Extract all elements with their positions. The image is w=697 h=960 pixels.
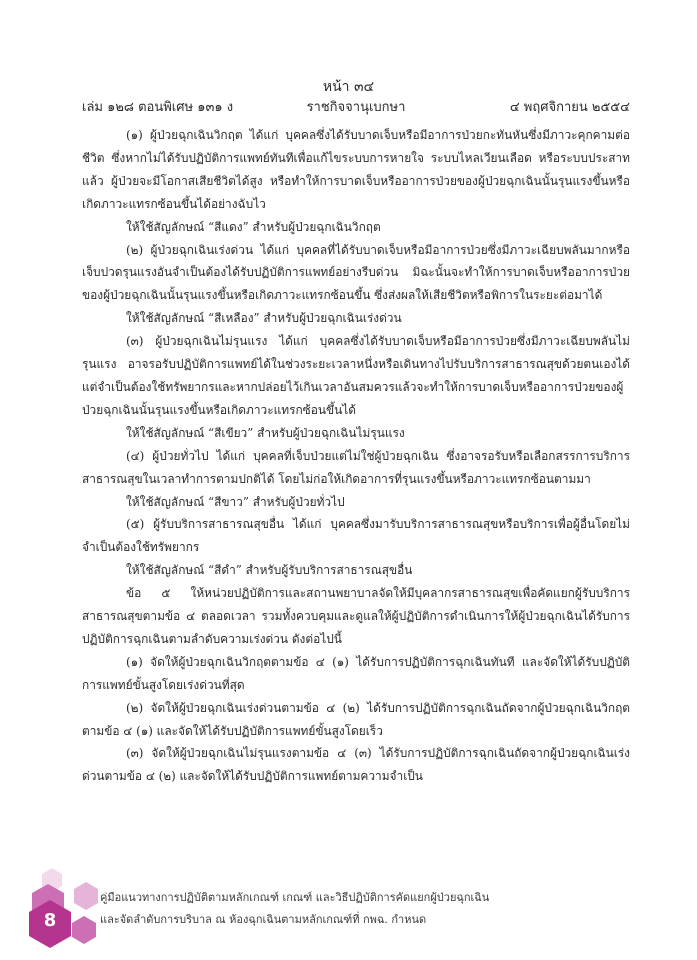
symbol-yellow: ให้ใช้สัญลักษณ์ “สีเหลือง” สำหรับผู้ป่วยฉุกเฉินเร่งด่วน [126, 311, 402, 326]
paragraph-priority-3: (๓) จัดให้ผู้ป่วยฉุกเฉินไม่รุนแรงตามข้อ ๔ (๓) ได้รับการปฏิบัติการฉุกเฉินถัดจากผู้ป่วยฉุกเฉินเร่งด่วนตามข้อ ๔ (๒) และจัดให้ได้รับปฏิบัติการแพทย์ตามความจำเป็น [82, 746, 630, 784]
page-badge: 8 [43, 910, 57, 931]
symbol-black: ให้ใช้สัญลักษณ์ “สีดำ” สำหรับผู้รับบริการสาธารณสุขอื่น [126, 563, 413, 578]
symbol-red: ให้ใช้สัญลักษณ์ “สีแดง” สำหรับผู้ป่วยฉุกเฉินวิกฤต [126, 219, 381, 234]
paragraph-priority-1: (๑) จัดให้ผู้ป่วยฉุกเฉินวิกฤตตามข้อ ๔ (๑) ได้รับการปฏิบัติการฉุกเฉินทันที และจัดให้ได้รับปฏิบัติการแพทย์ขั้นสูงโดยเร่งด่วนที่สุด [82, 654, 630, 692]
paragraph-critical: (๑) ผู้ป่วยฉุกเฉินวิกฤต ได้แก่ บุคคลซึ่งได้รับบาดเจ็บหรือมีอาการป่วยกะทันหันซึ่งมีภาวะคุกคามต่อชีวิต ซึ่งหากไม่ได้รับปฏิบัติการแพทย์ทันทีเพื่อแก้ไขระบบการหายใจ ระบบไหลเวียนเลือด หรือระบบประสาทแล้ว ผู้ป่วยจะมีโอกาสเสียชีวิตได้สูง หรือทำให้การบาดเจ็บหรืออาการป่วยของผู้ป่วยฉุกเฉินนั้นรุนแรงขึ้นหรือเกิดภาวะแทรกซ้อนขึ้นได้อย่างฉับไว [82, 128, 630, 211]
document-body [82, 124, 630, 788]
paragraph-other-service: (๕) ผู้รับบริการสาธารณสุขอื่น ได้แก่ บุคคลซึ่งมารับบริการสาธารณสุขหรือบริการเพื่อผู้อื่นโดยไม่จำเป็นต้องใช้ทรัพยากร [82, 517, 630, 555]
gazette-date: ๔ พฤศจิกายน ๒๕๕๔ [509, 100, 630, 115]
symbol-white: ให้ใช้สัญลักษณ์ “สีขาว” สำหรับผู้ป่วยทั่วไป [126, 494, 345, 509]
footer-caption [100, 887, 660, 931]
paragraph-non-urgent: (๓) ผู้ป่วยฉุกเฉินไม่รุนแรง ได้แก่ บุคคลซึ่งได้รับบาดเจ็บหรือมีอาการป่วยซึ่งมีภาวะเฉียบพลันไม่รุนแรง อาจรอรับปฏิบัติการแพทย์ได้ในช่วงระยะเวลาหนึ่งหรือเดินทางไปรับบริการสาธารณสุขด้วยตนเองได้ แต่จำเป็นต้องใช้ทรัพยากรและหากปล่อยไว้เกินเวลาอันสมควรแล้วจะทำให้การบาดเจ็บหรืออาการป่วยของผู้ป่วยฉุกเฉินนั้นรุนแรงขึ้นหรือเกิดภาวะแทรกซ้อนขึ้นได้ [82, 334, 630, 417]
paragraph-clause-5: ข้อ ๕ ให้หน่วยปฏิบัติการและสถานพยาบาลจัดให้มีบุคลากรสาธารณสุขเพื่อคัดแยกผู้รับบริการสาธารณสุขตามข้อ ๔ ตลอดเวลา รวมทั้งควบคุมและดูแลให้ผู้ปฏิบัติการดำเนินการให้ผู้ป่วยฉุกเฉินได้รับการปฏิบัติการฉุกเฉินตามลำดับความเร่งด่วน ดังต่อไปนี้ [82, 586, 630, 646]
gazette-header [82, 96, 630, 116]
footer-line-1: คู่มือแนวทางการปฏิบัติตามหลักเกณฑ์ เกณฑ์ และวิธีปฏิบัติการคัดแยกผู้ป่วยฉุกเฉิน [100, 891, 490, 904]
gazette-volume: เล่ม ๑๒๘ ตอนพิเศษ ๑๓๑ ง [82, 100, 234, 115]
paragraph-urgent: (๒) ผู้ป่วยฉุกเฉินเร่งด่วน ได้แก่ บุคคลที่ได้รับบาดเจ็บหรือมีอาการป่วยซึ่งมีภาวะเฉียบพลันมากหรือเจ็บปวดรุนแรงอันจำเป็นต้องได้รับปฏิบัติการแพทย์อย่างรีบด่วน มิฉะนั้นจะทำให้การบาดเจ็บหรืออาการป่วยของผู้ป่วยฉุกเฉินนั้นรุนแรงขึ้นหรือเกิดภาวะแทรกซ้อนขึ้น ซึ่งส่งผลให้เสียชีวิตหรือพิการในระยะต่อมาได้ [82, 242, 630, 303]
hexagon-light [74, 882, 98, 910]
hexagon-mid-bottom [72, 916, 96, 944]
footer-line-2: และจัดลำดับการบริบาล ณ ห้องฉุกเฉินตามหลักเกณฑ์ที่ กพฉ. กำหนด [100, 913, 427, 926]
symbol-green: ให้ใช้สัญลักษณ์ “สีเขียว” สำหรับผู้ป่วยฉุกเฉินไม่รุนแรง [126, 425, 405, 440]
paragraph-general: (๔) ผู้ป่วยทั่วไป ได้แก่ บุคคลที่เจ็บป่วยแต่ไม่ใช่ผู้ป่วยฉุกเฉิน ซึ่งอาจรอรับหรือเลือกสรรการบริการสาธารณสุขในเวลาทำการตามปกติได้ โดยไม่ก่อให้เกิดอาการที่รุนแรงขึ้นหรือภาวะแทรกซ้อนตามมา [82, 448, 630, 486]
gazette-name: ราชกิจจานุเบกษา [306, 100, 406, 115]
gazette-page-number: หน้า ๓๔ [322, 79, 375, 95]
paragraph-priority-2: (๒) จัดให้ผู้ป่วยฉุกเฉินเร่งด่วนตามข้อ ๔ (๒) ได้รับการปฏิบัติการฉุกเฉินถัดจากผู้ป่วยฉุกเฉินวิกฤตตามข้อ ๔ (๑) และจัดให้ได้รับปฏิบัติการแพทย์ขั้นสูงโดยเร็ว [82, 700, 630, 738]
